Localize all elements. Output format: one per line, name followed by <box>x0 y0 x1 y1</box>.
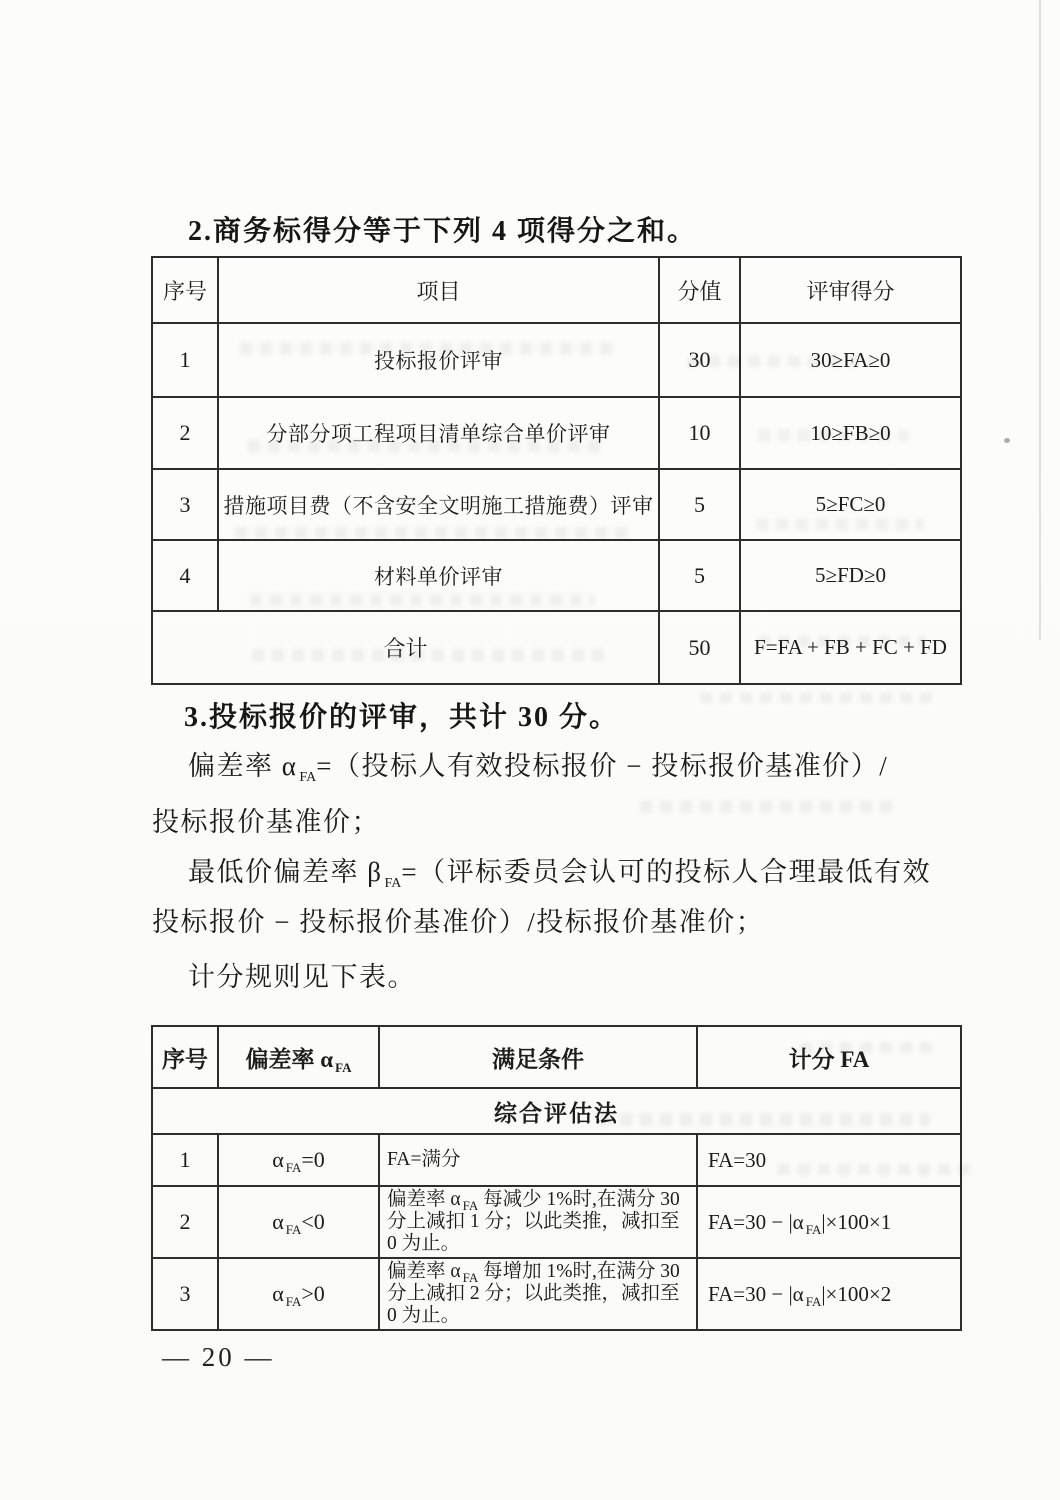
cell-review: 30≥FA≥0 <box>740 323 961 397</box>
cell-item: 投标报价评审 <box>218 323 659 397</box>
cell-item: 措施项目费（不含安全文明施工措施费）评审 <box>218 469 659 540</box>
scan-smudge <box>700 692 935 703</box>
formula2-line2: 投标报价 − 投标报价基准价）/投标报价基准价； <box>152 907 765 937</box>
formula2-line1 <box>188 850 932 892</box>
subscript-fa: FA <box>462 1269 479 1285</box>
cell-seq: 2 <box>152 397 218 469</box>
col-header-deviation <box>218 1026 379 1088</box>
cell-review: 5≥FC≥0 <box>740 469 961 540</box>
table-row <box>152 397 961 469</box>
cell-text: 偏差率 α <box>387 1261 461 1282</box>
cell-score <box>697 1186 961 1258</box>
subscript-fa: FA <box>805 1293 822 1309</box>
cell-text: FA=30 <box>708 1147 767 1172</box>
cell-text: >0 <box>301 1281 325 1306</box>
cell-total-formula: F=FA + FB + FC + FD <box>740 611 961 684</box>
cell-text: α <box>272 1281 284 1306</box>
method-row <box>152 1088 961 1134</box>
table-row <box>152 469 961 540</box>
cell-seq: 2 <box>152 1186 218 1258</box>
cell-value: 5 <box>659 540 740 611</box>
col-header-review: 评审得分 <box>740 257 961 323</box>
scan-edge-line <box>1039 0 1041 640</box>
cell-text: |×100×2 <box>821 1281 892 1306</box>
cell-value: 30 <box>659 323 740 397</box>
subscript-fa: FA <box>299 770 317 786</box>
cell-score <box>697 1258 961 1330</box>
formula1-line1 <box>188 744 889 786</box>
col-header-item: 项目 <box>218 257 659 323</box>
cell-seq: 3 <box>152 469 218 540</box>
cell-seq: 3 <box>152 1258 218 1330</box>
section3-heading: 3.投标报价的评审，共计 30 分。 <box>184 702 620 733</box>
cell-text: =0 <box>301 1147 325 1172</box>
cell-text: FA=30 − |α <box>708 1281 804 1306</box>
cell-value: 5 <box>659 469 740 540</box>
subscript-fa: FA <box>285 1294 302 1310</box>
subscript-fa: FA <box>285 1160 302 1176</box>
cell-seq: 4 <box>152 540 218 611</box>
cell-condition <box>379 1258 697 1330</box>
scan-smudge <box>640 800 895 813</box>
cell-deviation <box>218 1258 379 1330</box>
scoring-rules-table <box>151 1025 962 1331</box>
cell-text: |×100×1 <box>821 1209 892 1234</box>
note-line: 计分规则见下表。 <box>188 962 416 992</box>
cell-total-label: 合计 <box>152 611 659 684</box>
table-row <box>152 1186 961 1258</box>
formula-text: =（投标人有效投标报价 − 投标报价基准价）/ <box>316 751 889 781</box>
cell-text: <0 <box>301 1209 325 1234</box>
col-header-value: 分值 <box>659 257 740 323</box>
cell-text: FA=满分 <box>387 1149 461 1170</box>
cell-item: 分部分项工程项目清单综合单价评审 <box>218 397 659 469</box>
table-row <box>152 1134 961 1186</box>
subscript-fa: FA <box>805 1221 822 1237</box>
col-header-seq: 序号 <box>152 1026 218 1088</box>
cell-method: 综合评估法 <box>152 1088 961 1134</box>
cell-text: 每增加 1%时,在满分 30 分上减扣 2 分；以此类推，减扣至 0 为止。 <box>387 1261 680 1326</box>
business-score-table <box>151 256 962 685</box>
cell-review: 5≥FD≥0 <box>740 540 961 611</box>
table-header-row <box>152 257 961 323</box>
table-row <box>152 323 961 397</box>
table-row <box>152 1258 961 1330</box>
table-row <box>152 540 961 611</box>
cell-total-value: 50 <box>659 611 740 684</box>
section2-heading: 2.商务标得分等于下列 4 项得分之和。 <box>188 216 698 247</box>
cell-seq: 1 <box>152 323 218 397</box>
cell-item: 材料单价评审 <box>218 540 659 611</box>
cell-text: α <box>272 1209 284 1234</box>
formula-text: =（评标委员会认可的投标人合理最低有效 <box>401 857 932 887</box>
formula1-line2: 投标报价基准价； <box>152 807 380 837</box>
col-header-seq: 序号 <box>152 257 218 323</box>
cell-deviation <box>218 1134 379 1186</box>
page-number: — 20 — <box>162 1342 275 1372</box>
col-header-condition: 满足条件 <box>379 1026 697 1088</box>
formula-text: 最低价偏差率 β <box>188 857 383 887</box>
subscript-fa: FA <box>285 1222 302 1238</box>
col-header-score: 计分 FA <box>697 1026 961 1088</box>
cell-seq: 1 <box>152 1134 218 1186</box>
scan-dot <box>1004 438 1010 443</box>
subscript-fa: FA <box>335 1060 352 1076</box>
cell-deviation <box>218 1186 379 1258</box>
cell-score <box>697 1134 961 1186</box>
cell-condition <box>379 1186 697 1258</box>
formula-text: 偏差率 α <box>188 751 298 781</box>
cell-value: 10 <box>659 397 740 469</box>
table-total-row <box>152 611 961 684</box>
cell-text: FA=30 − |α <box>708 1209 804 1234</box>
cell-text: α <box>272 1147 284 1172</box>
header-text: 偏差率 α <box>245 1046 334 1072</box>
cell-text: 每减少 1%时,在满分 30 分上减扣 1 分；以此类推，减扣至 0 为止。 <box>387 1189 680 1254</box>
table-header-row <box>152 1026 961 1088</box>
subscript-fa: FA <box>384 876 402 892</box>
subscript-fa: FA <box>462 1197 479 1213</box>
cell-review: 10≥FB≥0 <box>740 397 961 469</box>
cell-text: 偏差率 α <box>387 1189 461 1210</box>
cell-condition <box>379 1134 697 1186</box>
